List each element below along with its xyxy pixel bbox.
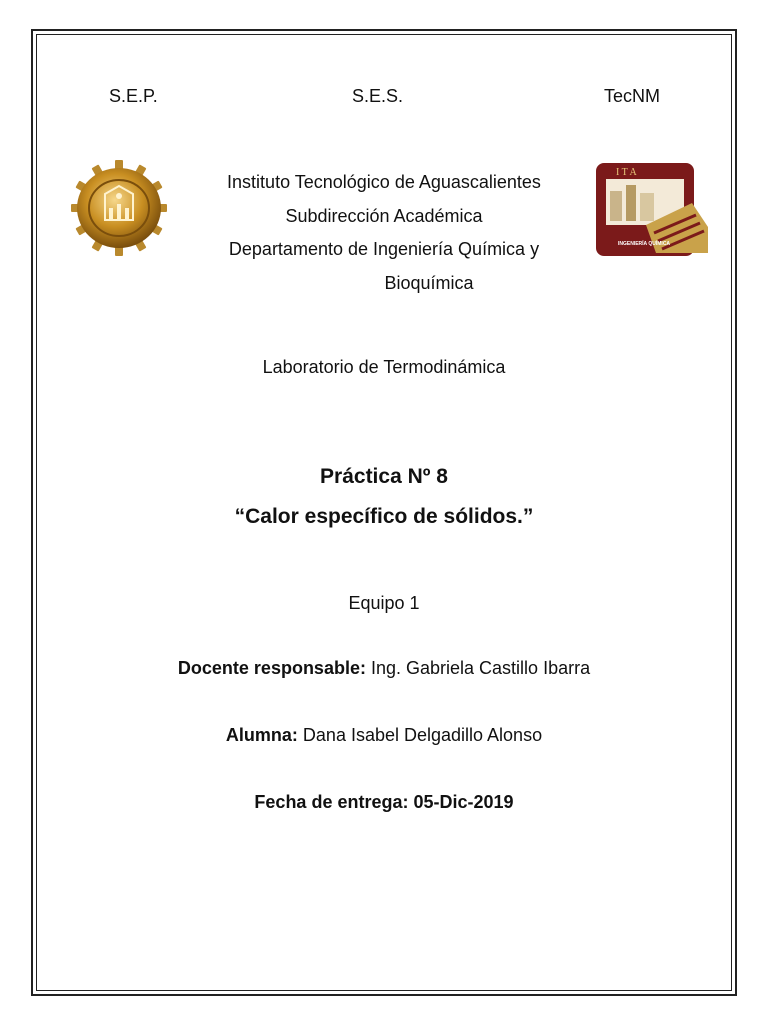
practice-number: Práctica Nº 8	[320, 465, 448, 488]
teacher-name: Ing. Gabriela Castillo Ibarra	[370, 658, 591, 678]
institution-name: Instituto Tecnológico de Aguascalientes	[227, 172, 541, 192]
teacher-label: Docente responsable:	[177, 658, 366, 678]
delivery-date: 05-Dic-2019	[413, 792, 514, 812]
delivery-line	[0, 792, 768, 813]
teacher-line	[0, 658, 768, 679]
team-label: Equipo 1	[348, 593, 420, 613]
lab-name: Laboratorio de Termodinámica	[262, 357, 506, 377]
student-name: Dana Isabel Delgadillo Alonso	[302, 725, 543, 745]
student-label: Alumna:	[225, 725, 298, 745]
header-tecnm: TecNM	[604, 86, 661, 106]
header-ses: S.E.S.	[352, 86, 404, 106]
header-sep: S.E.P.	[109, 86, 158, 106]
department-line1: Departamento de Ingeniería Química y	[228, 239, 540, 259]
student-line	[0, 725, 768, 746]
subdirection: Subdirección Académica	[285, 206, 483, 226]
practice-title: “Calor específico de sólidos.”	[234, 505, 534, 528]
svg-text:INGENIERÍA QUÍMICA: INGENIERÍA QUÍMICA	[618, 241, 671, 247]
delivery-label: Fecha de entrega:	[254, 792, 409, 812]
svg-text:I T A: I T A	[616, 167, 637, 178]
department-line2: Bioquímica	[384, 273, 474, 293]
